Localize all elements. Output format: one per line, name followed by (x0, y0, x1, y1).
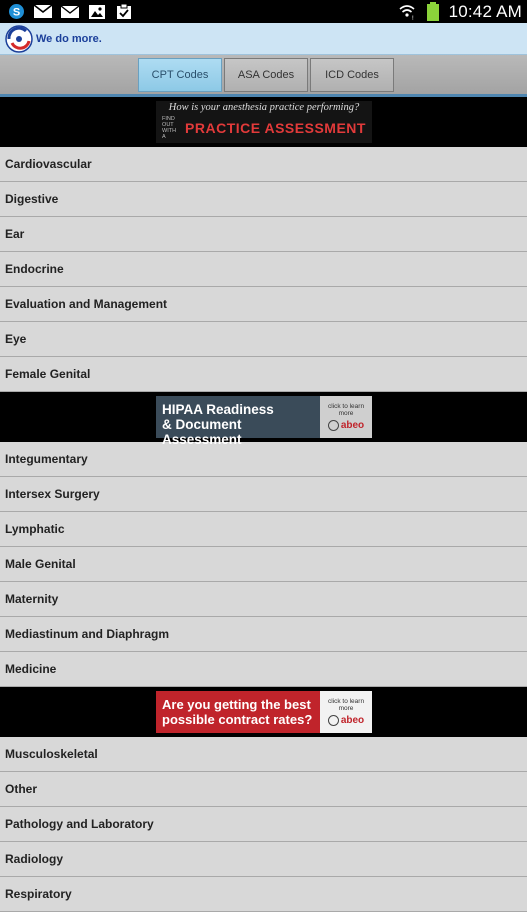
abeo-logo-icon (328, 420, 339, 431)
ad-banner-hipaa[interactable] (0, 392, 527, 447)
tab-cpt-codes[interactable]: CPT Codes (138, 58, 222, 92)
app-header (0, 23, 527, 55)
banner-contract-line2: possible contract rates? (162, 712, 313, 727)
list-item-eye[interactable]: Eye (0, 322, 527, 357)
banner-brand: abeo (340, 420, 365, 431)
gmail-icon (33, 3, 53, 20)
banner-hipaa-line1: HIPAA Readiness (162, 402, 274, 417)
list-item-lymphatic[interactable]: Lymphatic (0, 512, 527, 547)
abeo-logo-icon (328, 715, 339, 726)
tab-icd-codes[interactable]: ICD Codes (310, 58, 394, 92)
status-time: 10:42 AM (448, 1, 522, 21)
list-item-integumentary[interactable]: Integumentary (0, 442, 527, 477)
list-item-other[interactable]: Other (0, 772, 527, 807)
mail-icon (60, 3, 80, 20)
svg-text:!: ! (411, 16, 414, 22)
banner-click-text: click to learn more (327, 403, 365, 417)
image-icon (87, 3, 107, 20)
list-item-pathology-laboratory[interactable]: Pathology and Laboratory (0, 807, 527, 842)
category-list (0, 97, 527, 912)
list-item-male-genital[interactable]: Male Genital (0, 547, 527, 582)
list-item-endocrine[interactable]: Endocrine (0, 252, 527, 287)
banner-brand: abeo (340, 715, 365, 726)
list-item-cardiovascular[interactable]: Cardiovascular (0, 147, 527, 182)
banner-contract-line1: Are you getting the best (162, 697, 311, 712)
banner-click-text: click to learn more (327, 698, 365, 712)
list-item-intersex-surgery[interactable]: Intersex Surgery (0, 477, 527, 512)
list-item-maternity[interactable]: Maternity (0, 582, 527, 617)
ad-banner-practice-assessment[interactable] (0, 97, 527, 147)
wifi-icon (397, 3, 417, 20)
banner-question: How is your anesthesia practice performing? (168, 102, 360, 113)
list-item-evaluation-management[interactable]: Evaluation and Management (0, 287, 527, 322)
tab-asa-codes[interactable]: ASA Codes (224, 58, 308, 92)
list-item-respiratory[interactable]: Respiratory (0, 877, 527, 912)
list-item-medicine[interactable]: Medicine (0, 652, 527, 687)
banner-find-out: FIND OUT WITH A (162, 116, 177, 140)
list-item-mediastinum-diaphragm[interactable]: Mediastinum and Diaphragm (0, 617, 527, 652)
list-item-female-genital[interactable]: Female Genital (0, 357, 527, 392)
code-tab-bar (0, 55, 527, 97)
list-item-musculoskeletal[interactable]: Musculoskeletal (0, 737, 527, 772)
svg-text:S: S (12, 6, 20, 19)
skype-icon (6, 3, 26, 20)
status-bar (0, 0, 527, 23)
list-item-digestive[interactable]: Digestive (0, 182, 527, 217)
list-item-radiology[interactable]: Radiology (0, 842, 527, 877)
ad-banner-contract-rates[interactable] (0, 687, 527, 737)
app-tagline: We do more. (36, 32, 102, 45)
banner-headline: PRACTICE ASSESSMENT (185, 120, 366, 136)
battery-icon (423, 3, 443, 20)
banner-hipaa-line2: & Document Assessment (162, 417, 242, 447)
task-icon (114, 3, 134, 20)
brand-logo-icon (4, 24, 34, 54)
list-item-ear[interactable]: Ear (0, 217, 527, 252)
